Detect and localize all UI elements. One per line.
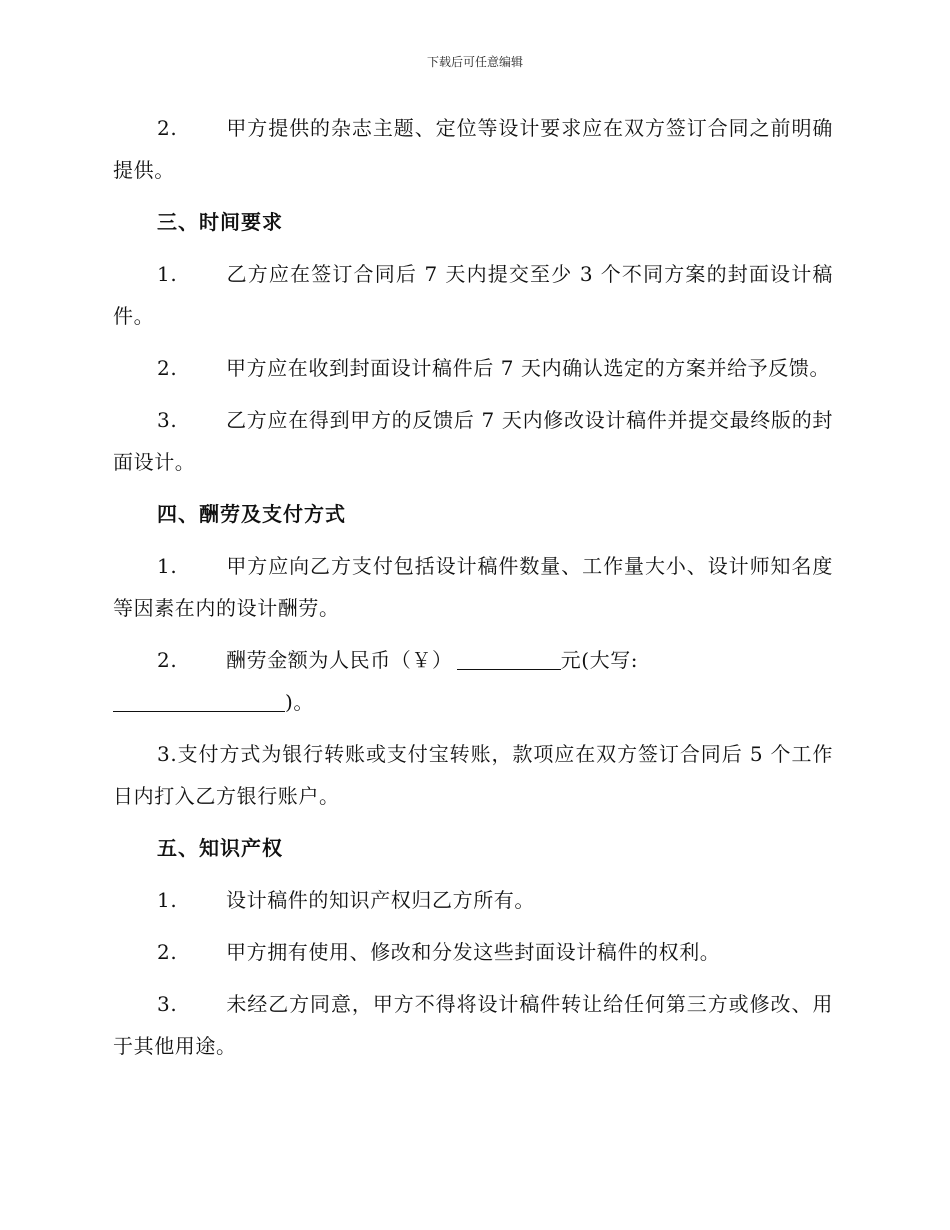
clause-4-2 <box>113 639 833 723</box>
section-heading-5: 五、知识产权 <box>157 836 283 860</box>
clause-text: 3.支付方式为银行转账或支付宝转账，款项应在双方签订合同后 5 个工作日内打入乙方银行账户。 <box>113 742 833 808</box>
amount-words-blank <box>113 689 285 712</box>
clause-number: 1. <box>157 888 178 912</box>
document-body <box>113 107 833 1077</box>
clause-text: 乙方应在得到甲方的反馈后 7 天内修改设计稿件并提交最终版的封面设计。 <box>113 408 833 474</box>
clause-number: 1. <box>157 262 178 286</box>
clause-text: 未经乙方同意，甲方不得将设计稿件转让给任何第三方或修改、用于其他用途。 <box>113 992 833 1058</box>
amount-blank <box>457 647 561 670</box>
clause-4-1 <box>113 545 833 629</box>
clause-2-2 <box>113 107 833 191</box>
clause-3-3 <box>113 399 833 483</box>
page-header: 下载后可任意编辑 <box>426 55 523 69</box>
clause-text: 甲方应向乙方支付包括设计稿件数量、工作量大小、设计师知名度等因素在内的设计酬劳。 <box>113 554 833 620</box>
clause-text: 酬劳金额为人民币（￥） <box>226 648 453 672</box>
clause-number: 1. <box>157 554 178 578</box>
clause-3-1 <box>113 253 833 337</box>
clause-text: 甲方提供的杂志主题、定位等设计要求应在双方签订合同之前明确提供。 <box>113 116 833 182</box>
section-heading-3: 三、时间要求 <box>157 210 283 234</box>
clause-5-3 <box>113 983 833 1067</box>
clause-number: 2. <box>157 648 178 672</box>
clause-5-2 <box>113 931 833 973</box>
section-heading-4: 四、酬劳及支付方式 <box>157 502 346 526</box>
clause-3-2 <box>113 347 833 389</box>
clause-text: 乙方应在签订合同后 7 天内提交至少 3 个不同方案的封面设计稿件。 <box>113 262 833 328</box>
clause-4-3 <box>113 733 833 817</box>
clause-text: 元(大写: <box>560 648 639 672</box>
clause-number: 2. <box>157 356 178 380</box>
clause-number: 2. <box>157 940 178 964</box>
clause-number: 3. <box>157 408 178 432</box>
clause-number: 3. <box>157 992 178 1016</box>
clause-text: 设计稿件的知识产权归乙方所有。 <box>226 888 535 912</box>
clause-text: 甲方应在收到封面设计稿件后 7 天内确认选定的方案并给予反馈。 <box>226 356 831 380</box>
clause-text: 甲方拥有使用、修改和分发这些封面设计稿件的权利。 <box>226 940 721 964</box>
clause-text: )。 <box>285 690 315 714</box>
clause-number: 2. <box>157 116 178 140</box>
clause-5-1 <box>113 879 833 921</box>
